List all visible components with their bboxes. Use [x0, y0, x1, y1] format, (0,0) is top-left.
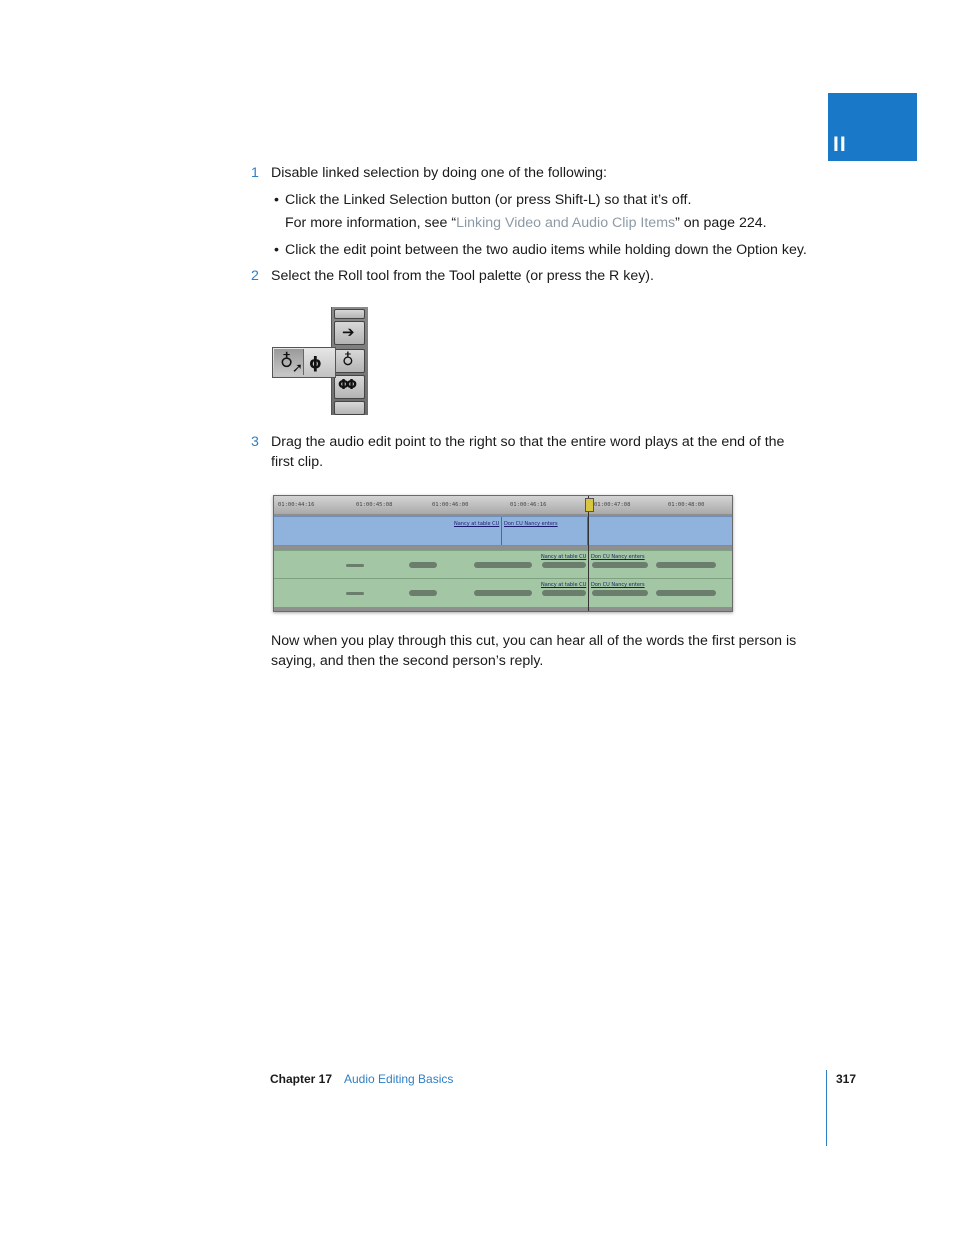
step-text: Disable linked selection by doing one of the following:	[271, 165, 607, 181]
audio-clip-label: Don CU Nancy enters	[591, 554, 645, 560]
timeline-figure	[273, 495, 733, 612]
waveform	[656, 562, 716, 568]
waveform	[592, 590, 648, 596]
step-number: 3	[251, 434, 259, 450]
timecode: 01:00:48:00	[668, 502, 705, 508]
closing-paragraph-line: Now when you play through this cut, you can hear all of the words the first person is	[271, 633, 797, 649]
pointer-cursor-icon: ➚	[292, 361, 303, 376]
timecode: 01:00:44:16	[278, 502, 315, 508]
step-text: Select the Roll tool from the Tool palette (or press the R key).	[271, 268, 654, 284]
roll-tool-icon: ♁	[342, 350, 354, 369]
audio-track-a1	[274, 550, 732, 579]
footer-chapter-title[interactable]: Audio Editing Basics	[344, 1072, 454, 1086]
slip-tool-icon: ΦΦ	[338, 378, 355, 393]
ripple-tool-icon[interactable]: ɸ	[309, 353, 322, 372]
waveform	[542, 562, 586, 568]
more-info-line	[285, 213, 767, 233]
page-number: 317	[836, 1072, 857, 1086]
waveform	[409, 562, 437, 568]
audio-clip-label: Nancy at table CU	[541, 554, 587, 560]
waveform	[592, 562, 648, 568]
part-numeral: II	[833, 133, 847, 156]
bullet-text: Click the edit point between the two audio items while holding down the Option key.	[285, 242, 807, 258]
footer-chapter: Chapter 17	[270, 1072, 333, 1086]
tool-button[interactable]	[334, 375, 365, 399]
timecode: 01:00:46:00	[432, 502, 469, 508]
waveform	[542, 590, 586, 596]
tool-button[interactable]	[334, 401, 365, 415]
waveform	[656, 590, 716, 596]
arrow-tool-icon: ➔	[342, 323, 355, 341]
footer-divider	[826, 1070, 827, 1146]
step-text-cont: first clip.	[271, 454, 324, 470]
waveform	[346, 564, 364, 567]
waveform	[474, 590, 532, 596]
cross-reference-link[interactable]: Linking Video and Audio Clip Items	[456, 215, 676, 231]
video-clip-label: Nancy at table CU	[454, 521, 500, 527]
roll-tool-icon: ♁	[280, 351, 294, 372]
tool-button[interactable]	[334, 349, 365, 373]
bullet-dot: •	[274, 192, 279, 208]
tool-flyout	[272, 347, 336, 378]
step-number: 1	[251, 165, 259, 181]
playhead-line	[588, 496, 589, 611]
tool-palette-figure	[272, 307, 368, 415]
tool-palette	[331, 307, 368, 415]
closing-paragraph-line: saying, and then the second person’s reply.	[271, 653, 544, 669]
waveform	[346, 592, 364, 595]
timeline-ruler[interactable]	[274, 496, 732, 514]
part-tab	[828, 93, 917, 161]
step-number: 2	[251, 268, 259, 284]
bullet-text: Click the Linked Selection button (or press Shift-L) so that it’s off.	[285, 192, 692, 208]
playhead-handle[interactable]	[585, 498, 594, 512]
waveform	[474, 562, 532, 568]
step-text: Drag the audio edit point to the right so that the entire word plays at the end of the	[271, 434, 785, 450]
audio-clip-label: Don CU Nancy enters	[591, 582, 645, 588]
more-info-suffix: ” on page 224.	[675, 215, 767, 231]
tool-button[interactable]	[334, 309, 365, 319]
video-clip-label: Don CU Nancy enters	[504, 521, 558, 527]
selected-tool[interactable]	[274, 349, 304, 375]
timecode: 01:00:47:08	[594, 502, 631, 508]
clip-edit-point[interactable]	[501, 517, 502, 545]
more-info-prefix: For more information, see “	[285, 215, 457, 231]
waveform	[409, 590, 437, 596]
video-track	[274, 516, 732, 546]
timecode: 01:00:46:16	[510, 502, 547, 508]
audio-clip-label: Nancy at table CU	[541, 582, 587, 588]
audio-track-a2	[274, 578, 732, 607]
timecode: 01:00:45:08	[356, 502, 393, 508]
tool-button[interactable]	[334, 321, 365, 345]
bullet-dot: •	[274, 242, 279, 258]
